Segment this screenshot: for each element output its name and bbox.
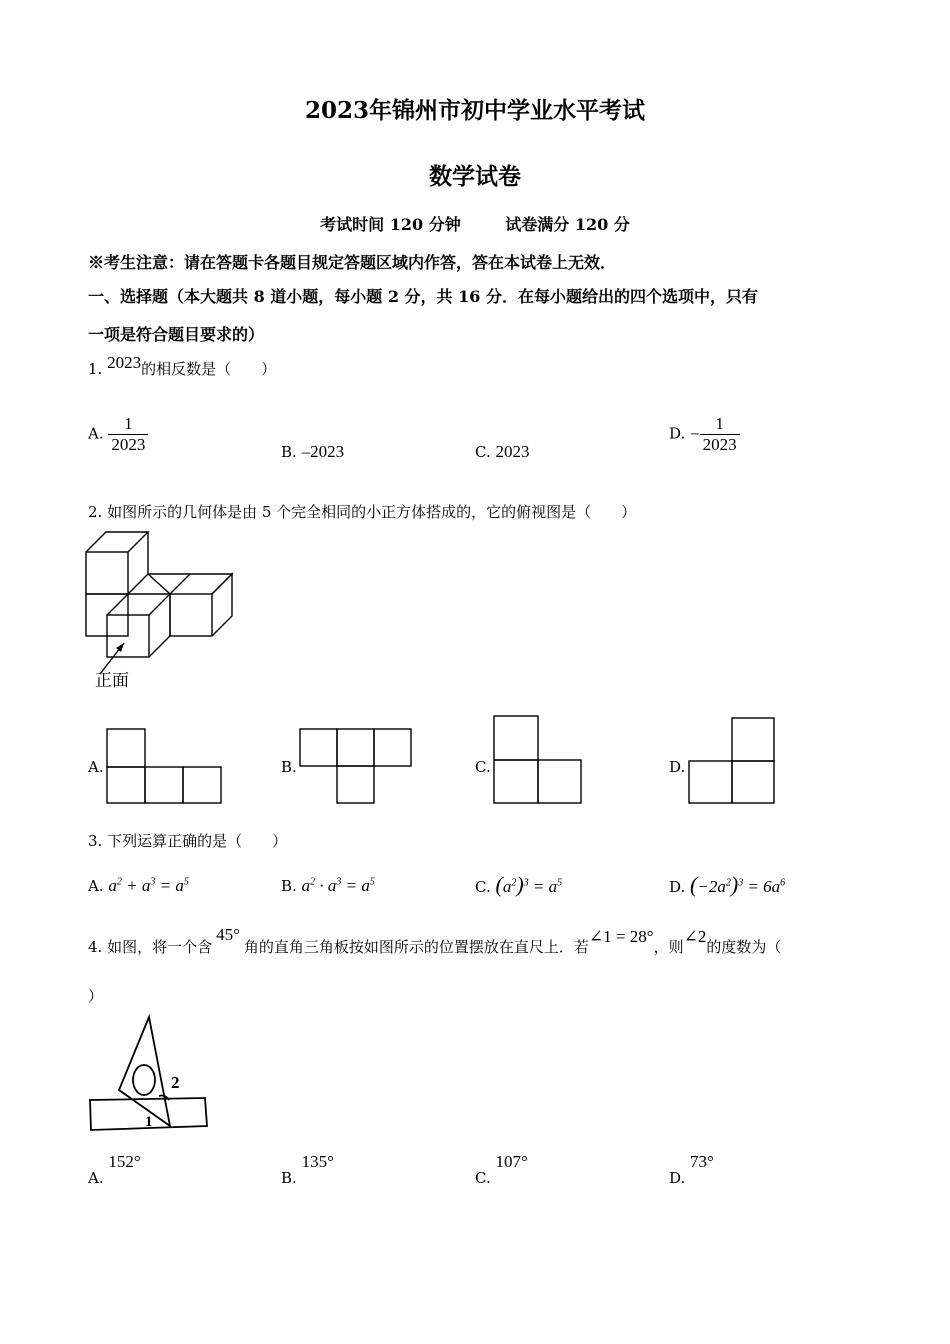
section-heading-line2: 一项是符合题目要求的） bbox=[88, 325, 265, 344]
q1-option-d-label: D. bbox=[669, 424, 686, 443]
q1-stem bbox=[88, 353, 277, 379]
q3-option-a-expr: $a^2 + a^3 = a^5$ bbox=[108, 876, 189, 895]
q4-figure bbox=[85, 1014, 215, 1139]
page-subtitle: 数学试卷 bbox=[429, 163, 521, 190]
q1-number: 1. bbox=[88, 360, 103, 378]
q3-option-d-expr: $(-2a^2)^3 = 6a^6$ bbox=[690, 872, 786, 897]
q4-figure-label-2: 2 bbox=[171, 1073, 180, 1092]
q1-option-c[interactable] bbox=[475, 442, 530, 462]
q4-option-d-value: 73° bbox=[690, 1152, 714, 1171]
q4-option-c-value: 107° bbox=[495, 1152, 528, 1171]
q1-option-c-label: C. bbox=[475, 443, 491, 461]
q4-angle: 45° bbox=[216, 925, 240, 944]
q1-stem-text: 的相反数是（ ） bbox=[141, 360, 277, 378]
q4-option-d[interactable] bbox=[669, 1152, 714, 1187]
q3-option-a[interactable] bbox=[88, 876, 189, 896]
q1-option-b-value: –2023 bbox=[301, 442, 345, 461]
q3-option-b-expr: $a^2 \cdot a^3 = a^5$ bbox=[301, 876, 375, 895]
q1-option-a-den: 2023 bbox=[111, 435, 146, 454]
q4-stem-a: 4. 如图，将一个含 bbox=[88, 938, 213, 956]
q3-option-b[interactable] bbox=[281, 876, 375, 896]
q1-option-b-label: B. bbox=[281, 443, 297, 461]
q4-stem bbox=[88, 925, 782, 957]
q1-option-a[interactable] bbox=[88, 414, 148, 455]
q1-option-d-den: 2023 bbox=[702, 435, 737, 454]
q2-option-b-label[interactable]: B. bbox=[281, 758, 297, 776]
q2-option-d-label[interactable]: D. bbox=[669, 758, 686, 776]
q2-option-a-figure[interactable] bbox=[105, 727, 223, 807]
q1-expr: 2023 bbox=[107, 353, 142, 372]
q2-stem: 2. 如图所示的几何体是由 5 个完全相同的小正方体搭成的，它的俯视图是（ ） bbox=[88, 503, 637, 521]
q2-option-c-label[interactable]: C. bbox=[475, 758, 491, 776]
q1-option-d-sign: − bbox=[690, 424, 700, 444]
section-heading-line1: 一、选择题（本大题共 8 道小题，每小题 2 分，共 16 分．在每小题给出的四个选项中，只有 bbox=[88, 287, 758, 306]
q2-option-a-label[interactable]: A. bbox=[88, 758, 104, 776]
q1-option-d-fraction bbox=[700, 414, 740, 455]
q4-stem-b: 角的直角三角板按如图所示的位置摆放在直尺上．若 bbox=[243, 938, 589, 956]
q3-option-d[interactable] bbox=[669, 872, 785, 898]
q3-option-b-label: B. bbox=[281, 877, 297, 895]
notice: ※考生注意：请在答题卡各题目规定答题区域内作答，答在本试卷上无效． bbox=[88, 253, 617, 272]
q3-stem: 3. 下列运算正确的是（ ） bbox=[88, 832, 288, 850]
q4-option-c-label: C. bbox=[475, 1169, 491, 1187]
q4-option-b[interactable] bbox=[281, 1152, 334, 1187]
page-title: 2023年锦州市初中学业水平考试 bbox=[304, 97, 645, 124]
q4-condition: ∠1 = 28° bbox=[588, 927, 654, 946]
q4-stem-c: ，则 bbox=[653, 938, 684, 956]
q1-option-d[interactable] bbox=[669, 414, 740, 455]
q1-option-b[interactable] bbox=[281, 442, 344, 462]
q4-option-b-label: B. bbox=[281, 1169, 297, 1187]
q1-option-a-num: 1 bbox=[108, 414, 148, 435]
q4-target: ∠2 bbox=[683, 927, 707, 946]
q3-option-c-expr: $(a^2)^3 = a^5$ bbox=[495, 872, 563, 897]
q4-option-a[interactable] bbox=[88, 1152, 141, 1187]
q3-option-d-label: D. bbox=[669, 878, 686, 896]
q2-option-b-figure[interactable] bbox=[298, 727, 414, 807]
q4-option-d-label: D. bbox=[669, 1169, 686, 1187]
q2-option-c-figure[interactable] bbox=[492, 714, 584, 806]
q3-option-c[interactable] bbox=[475, 872, 562, 898]
q1-option-d-num: 1 bbox=[700, 414, 740, 435]
q4-option-a-value: 152° bbox=[108, 1152, 141, 1171]
q4-stem-end: ） bbox=[88, 987, 104, 1005]
q1-option-a-fraction bbox=[108, 414, 148, 455]
q1-option-a-label: A. bbox=[88, 424, 104, 443]
q3-option-c-label: C. bbox=[475, 878, 491, 896]
q1-option-c-value: 2023 bbox=[495, 442, 530, 461]
q2-option-d-figure[interactable] bbox=[687, 716, 777, 806]
q4-option-b-value: 135° bbox=[301, 1152, 334, 1171]
q2-figure-label: 正面 bbox=[95, 671, 129, 691]
q4-figure-label-1: 1 bbox=[145, 1114, 153, 1130]
q4-option-c[interactable] bbox=[475, 1152, 528, 1187]
q4-option-a-label: A. bbox=[88, 1169, 104, 1187]
q3-option-a-label: A. bbox=[88, 877, 104, 895]
exam-info: 考试时间 120 分钟 试卷满分 120 分 bbox=[320, 215, 630, 234]
q4-stem-d: 的度数为（ bbox=[706, 938, 782, 956]
